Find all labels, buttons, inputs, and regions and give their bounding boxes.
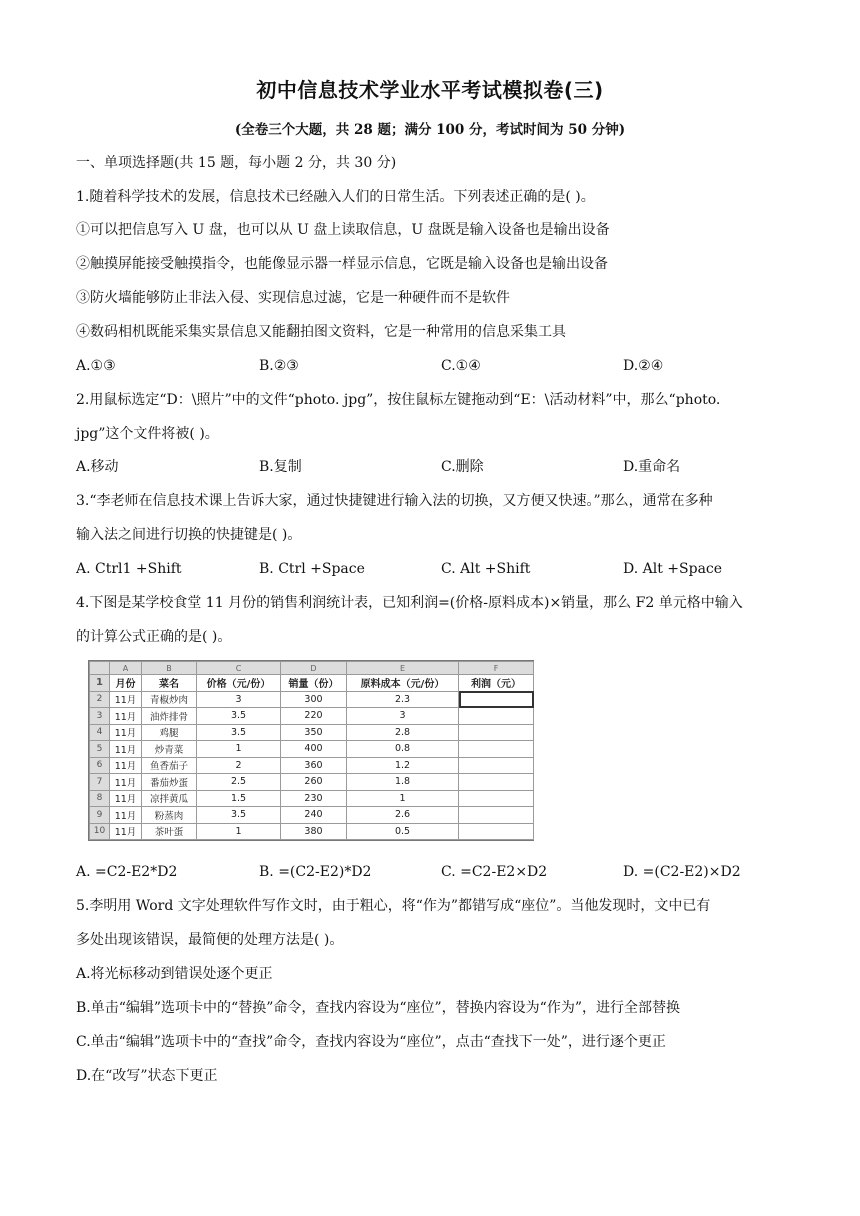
q2-option-c: C.删除 <box>441 459 484 475</box>
table-cell: 茶叶蛋 <box>142 823 197 840</box>
row-number: 1 <box>90 675 110 692</box>
q2-stem-line-2: jpg”这个文件将被( )。 <box>76 426 219 442</box>
q1-statement-4: ④数码相机既能采集实景信息又能翻拍图文资料，它是一种常用的信息采集工具 <box>76 324 566 340</box>
table-cell: 11月 <box>110 741 142 758</box>
page-subtitle: (全卷三个大题，共 28 题；满分 100 分，考试时间为 50 分钟) <box>234 122 626 138</box>
table-cell: 1 <box>347 790 459 807</box>
table-cell <box>459 757 534 774</box>
table-row <box>90 724 534 741</box>
table-row <box>90 823 534 840</box>
row-number: 8 <box>90 790 110 807</box>
q5-option-c: C.单击“编辑”选项卡中的“查找”命令，查找内容设为“座位”，点击“查找下一处”，进行逐个更正 <box>76 1034 666 1050</box>
q1-option-c: C.①④ <box>441 358 481 374</box>
column-letter: D <box>281 662 347 675</box>
table-cell: 11月 <box>110 774 142 791</box>
table-row <box>90 774 534 791</box>
q3-stem-line-1: 3.“李老师在信息技术课上告诉大家，通过快捷键进行输入法的切换，又方便又快速。”那么，通常在多种 <box>76 493 713 509</box>
table-cell <box>459 774 534 791</box>
table-row <box>90 741 534 758</box>
header-cell: 销量（份） <box>281 675 347 692</box>
table-cell: 11月 <box>110 691 142 708</box>
table-cell: 2.5 <box>197 774 281 791</box>
q1-statement-3: ③防火墙能够防止非法入侵、实现信息过滤，它是一种硬件而不是软件 <box>76 290 510 306</box>
table-cell: 3.5 <box>197 724 281 741</box>
table-row <box>90 691 534 708</box>
q4-option-d: D. =(C2-E2)×D2 <box>623 864 741 880</box>
row-number: 3 <box>90 708 110 725</box>
q1-option-b: B.②③ <box>259 358 299 374</box>
table-cell: 11月 <box>110 823 142 840</box>
q4-option-b: B. =(C2-E2)*D2 <box>259 864 372 880</box>
section-heading: 一、单项选择题(共 15 题，每小题 2 分，共 30 分) <box>76 155 397 171</box>
column-header-row <box>90 662 534 675</box>
table-cell: 炒青菜 <box>142 741 197 758</box>
column-letter: B <box>142 662 197 675</box>
table-cell: 凉拌黄瓜 <box>142 790 197 807</box>
table-row <box>90 708 534 725</box>
q5-option-a: A.将光标移动到错误处逐个更正 <box>76 966 273 982</box>
table-cell: 3.5 <box>197 807 281 824</box>
selected-cell-f2 <box>459 691 534 708</box>
table-cell: 1 <box>197 741 281 758</box>
page-title: 初中信息技术学业水平考试模拟卷(三) <box>256 78 604 102</box>
table-cell <box>459 741 534 758</box>
q4-option-a: A. =C2-E2*D2 <box>76 864 178 880</box>
corner-cell <box>90 662 110 675</box>
table-cell: 1.8 <box>347 774 459 791</box>
column-letter: C <box>197 662 281 675</box>
q5-stem-line-2: 多处出现该错误，最简便的处理方法是( )。 <box>76 932 344 948</box>
q2-option-b: B.复制 <box>259 459 302 475</box>
header-cell: 菜名 <box>142 675 197 692</box>
row-number: 2 <box>90 691 110 708</box>
q2-option-a: A.移动 <box>76 459 119 475</box>
table-cell: 3 <box>197 691 281 708</box>
table-row <box>90 757 534 774</box>
table-cell <box>459 823 534 840</box>
table-cell: 240 <box>281 807 347 824</box>
q5-stem-line-1: 5.李明用 Word 文字处理软件写作文时，由于粗心，将“作为”都错写成“座位”。当他发现时，文中已有 <box>76 898 711 914</box>
table-cell: 400 <box>281 741 347 758</box>
table-cell: 鸡腿 <box>142 724 197 741</box>
table-cell: 2.6 <box>347 807 459 824</box>
row-number: 5 <box>90 741 110 758</box>
q4-option-c: C. =C2-E2×D2 <box>441 864 548 880</box>
table-cell: 2.8 <box>347 724 459 741</box>
table-header-row <box>90 675 534 692</box>
table-cell: 220 <box>281 708 347 725</box>
column-letter: E <box>347 662 459 675</box>
q2-option-d: D.重命名 <box>623 459 681 475</box>
table-cell: 11月 <box>110 724 142 741</box>
table-cell: 11月 <box>110 708 142 725</box>
q5-option-d: D.在“改写”状态下更正 <box>76 1068 218 1084</box>
q4-stem-line-2: 的计算公式正确的是( )。 <box>76 629 232 645</box>
table-cell: 粉蒸肉 <box>142 807 197 824</box>
q3-option-b: B. Ctrl +Space <box>259 561 365 577</box>
table-cell <box>459 724 534 741</box>
table-cell: 11月 <box>110 807 142 824</box>
header-cell: 月份 <box>110 675 142 692</box>
q3-stem-line-2: 输入法之间进行切换的快捷键是( )。 <box>76 527 302 543</box>
table-cell: 番茄炒蛋 <box>142 774 197 791</box>
header-cell: 价格（元/份） <box>197 675 281 692</box>
table-cell <box>459 708 534 725</box>
table-cell: 青椒炒肉 <box>142 691 197 708</box>
row-number: 9 <box>90 807 110 824</box>
q1-option-d: D.②④ <box>623 358 664 374</box>
q1-statement-2: ②触摸屏能接受触摸指令，也能像显示器一样显示信息，它既是输入设备也是输出设备 <box>76 256 608 272</box>
row-number: 7 <box>90 774 110 791</box>
q3-option-c: C. Alt +Shift <box>441 561 531 577</box>
q5-option-b: B.单击“编辑”选项卡中的“替换”命令，查找内容设为“座位”，替换内容设为“作为”，进行全部替换 <box>76 1000 680 1016</box>
table-cell: 3 <box>347 708 459 725</box>
table-cell: 3.5 <box>197 708 281 725</box>
table-cell: 0.5 <box>347 823 459 840</box>
q2-stem-line-1: 2.用鼠标选定“D：\照片”中的文件“photo. jpg”，按住鼠标左键拖动到“E：\活动材料”中，那么“photo. <box>76 392 721 408</box>
table-cell: 300 <box>281 691 347 708</box>
table-cell: 1 <box>197 823 281 840</box>
table-cell: 350 <box>281 724 347 741</box>
row-number: 10 <box>90 823 110 840</box>
table-cell: 11月 <box>110 790 142 807</box>
table-cell: 0.8 <box>347 741 459 758</box>
table-cell: 230 <box>281 790 347 807</box>
table-cell: 260 <box>281 774 347 791</box>
spreadsheet-figure <box>88 660 534 841</box>
table-cell <box>459 790 534 807</box>
table-cell: 鱼香茄子 <box>142 757 197 774</box>
q1-statement-1: ①可以把信息写入 U 盘，也可以从 U 盘上读取信息，U 盘既是输入设备也是输出设备 <box>76 222 610 238</box>
q1-stem: 1.随着科学技术的发展，信息技术已经融入人们的日常生活。下列表述正确的是( )。 <box>76 189 595 205</box>
header-cell: 利润（元） <box>459 675 534 692</box>
q1-option-a: A.①③ <box>76 358 116 374</box>
table-cell: 油炸排骨 <box>142 708 197 725</box>
table-row <box>90 790 534 807</box>
table-cell: 11月 <box>110 757 142 774</box>
table-cell <box>459 807 534 824</box>
table-cell: 360 <box>281 757 347 774</box>
header-cell: 原料成本（元/份） <box>347 675 459 692</box>
q4-stem-line-1: 4.下图是某学校食堂 11 月份的销售利润统计表，已知利润=(价格-原料成本)×销量，那么 F2 单元格中输入 <box>76 595 743 611</box>
column-letter: A <box>110 662 142 675</box>
row-number: 4 <box>90 724 110 741</box>
table-cell: 2.3 <box>347 691 459 708</box>
column-letter: F <box>459 662 534 675</box>
q3-option-a: A. Ctrl1 +Shift <box>76 561 182 577</box>
table-cell: 2 <box>197 757 281 774</box>
table-row <box>90 807 534 824</box>
table-cell: 1.2 <box>347 757 459 774</box>
q3-option-d: D. Alt +Space <box>623 561 723 577</box>
spreadsheet-table <box>89 661 534 840</box>
table-cell: 380 <box>281 823 347 840</box>
table-cell: 1.5 <box>197 790 281 807</box>
row-number: 6 <box>90 757 110 774</box>
